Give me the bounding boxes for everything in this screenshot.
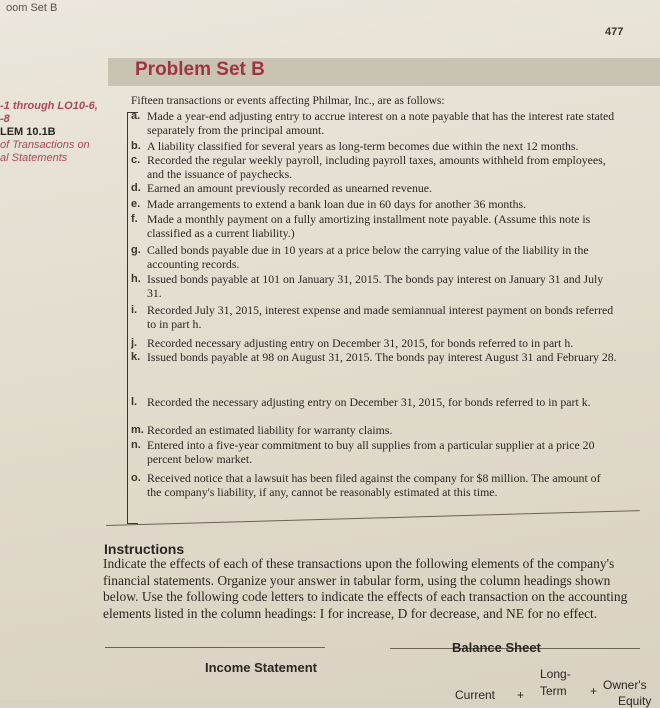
sidebar-margin [0, 100, 98, 165]
sidebar-problem-number: LEM 10.1B [0, 126, 56, 138]
plus-sign-2: + [590, 684, 598, 698]
transaction-item: Issued bonds payable at 101 on January 31, 2015. The bonds pay interest on January 31 and July 31. [147, 272, 604, 300]
transaction-item: Entered into a five-year commitment to buy all supplies from a particular supplier at a price 20 percent below market. [147, 438, 595, 466]
transaction-label: c. [131, 154, 141, 166]
section-divider [106, 510, 640, 526]
sidebar-problem-topic-cont: al Statements [0, 152, 68, 164]
problem-intro: Fifteen transactions or events affecting Philmar, Inc., are as follows: [131, 95, 445, 107]
owners-equity-heading: Owner's [603, 678, 647, 692]
long-term-heading: Long- [540, 667, 571, 681]
transaction-item: Made arrangements to extend a bank loan due in 60 days for another 36 months. [147, 197, 527, 211]
transaction-label: k. [131, 351, 141, 363]
transaction-label: o. [131, 472, 141, 484]
transaction-item: Earned an amount previously recorded as unearned revenue. [147, 181, 432, 195]
transaction-label: f. [131, 213, 138, 225]
income-statement-heading: Income Statement [205, 660, 317, 675]
instructions-text: Indicate the effects of each of these transactions upon the following elements of the company's financial statements. Organize your answer in tabular form, using the column headings shown below. Use the following code letters to indicate the effects of each transaction on the accounting elements listed in the column headings: I for increase, D for decrease, and NE for no effect. [103, 556, 628, 621]
page-title: Problem Set B [135, 59, 265, 80]
long-term-heading-2: Term [540, 684, 567, 698]
page-number: 477 [605, 26, 624, 38]
transaction-label: m. [131, 424, 144, 436]
sidebar-objectives-cont: -8 [0, 113, 10, 125]
income-statement-rule [105, 647, 325, 648]
plus-sign-1: + [517, 688, 525, 702]
transaction-label: h. [131, 273, 141, 285]
transaction-item: Issued bonds payable at 98 on August 31, 2015. The bonds pay interest August 31 and February 28. [147, 350, 617, 364]
instructions-title: Instructions [104, 541, 185, 557]
transaction-item: Recorded the necessary adjusting entry on December 31, 2015, for bonds referred to in part k. [147, 395, 591, 409]
sidebar-problem-topic: of Transactions on [0, 139, 90, 151]
transaction-label: d. [131, 182, 141, 194]
transaction-item: Made a monthly payment on a fully amortizing installment note payable. (Assume this note is classified as a current liability.) [147, 212, 591, 240]
transaction-label: l. [131, 396, 138, 408]
transaction-label: i. [131, 304, 138, 316]
transaction-item: Made a year-end adjusting entry to accrue interest on a note payable that has the interest rate stated separately from the principal amount. [147, 109, 615, 137]
sidebar-objectives: -1 through LO10-6, [0, 100, 98, 112]
transaction-item: A liability classified for several years as long-term becomes due within the next 12 months. [147, 139, 579, 153]
transaction-item: Recorded the regular weekly payroll, including payroll taxes, amounts withheld from employees, and the issuance of paychecks. [147, 153, 606, 181]
running-header: oom Set B [6, 2, 58, 14]
balance-sheet-heading: Balance Sheet [452, 640, 541, 655]
transaction-label: n. [131, 439, 141, 451]
transaction-item: Called bonds payable due in 10 years at a price below the carrying value of the liability in the accounting records. [147, 243, 589, 271]
transaction-item: Recorded necessary adjusting entry on December 31, 2015, for bonds referred to in part h. [147, 336, 574, 350]
transaction-label: g. [131, 244, 141, 256]
transaction-item: Recorded an estimated liability for warranty claims. [147, 423, 393, 437]
transaction-label: a. [131, 110, 141, 122]
transaction-item: Recorded July 31, 2015, interest expense and made semiannual interest payment on bonds referred to in part h. [147, 303, 614, 331]
transaction-label: b. [131, 140, 141, 152]
transaction-label: j. [131, 337, 138, 349]
transaction-label: e. [131, 198, 141, 210]
current-heading: Current [455, 688, 496, 702]
item-bracket [127, 110, 141, 524]
owners-equity-heading-2: Equity [618, 694, 652, 708]
transaction-item: Received notice that a lawsuit has been filed against the company for $8 million. The amount of the company's liability, if any, cannot be reasonably estimated at this time. [147, 471, 601, 499]
